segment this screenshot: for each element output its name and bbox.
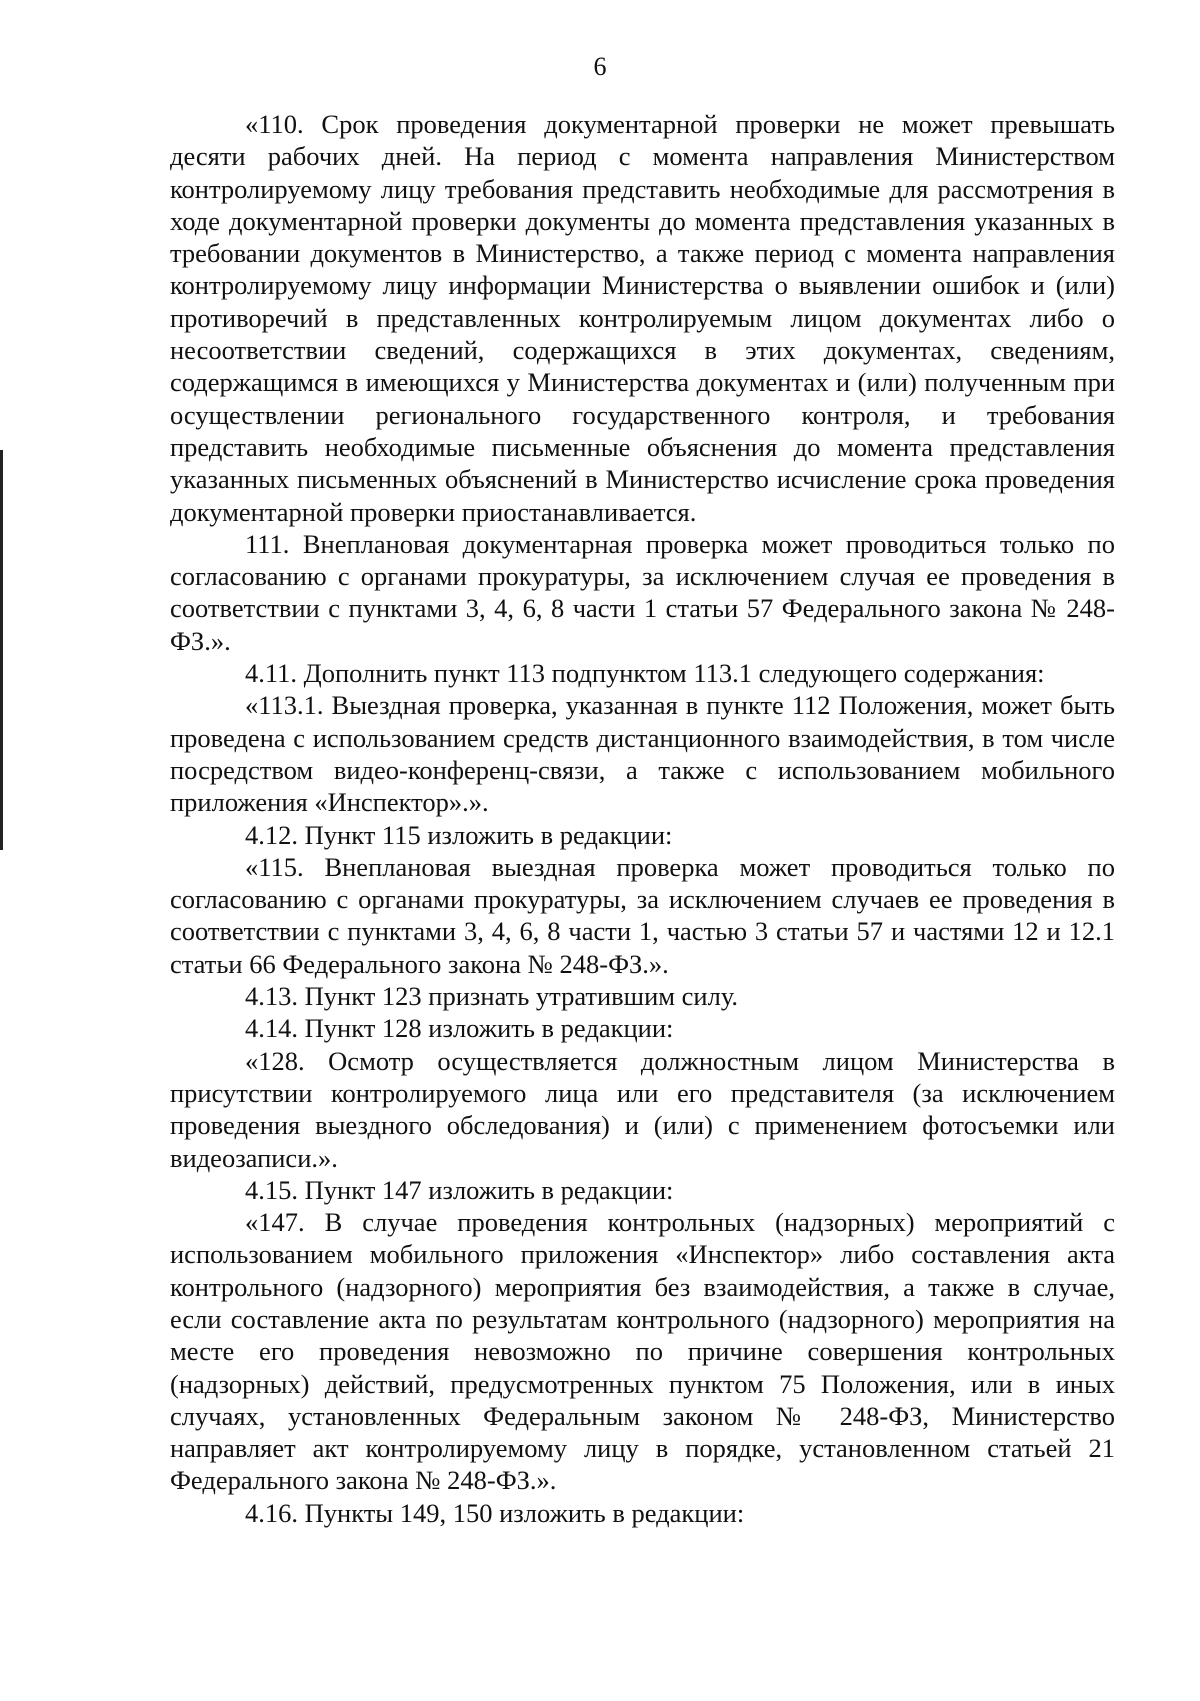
amendment-4-11: 4.11. Дополнить пункт 113 подпунктом 113.1 следующего содержания: (245, 658, 1045, 689)
amendment-4-16: 4.16. Пункты 149, 150 изложить в редакции: (245, 1497, 745, 1528)
paragraph-110: «110. Срок проведения документарной проверки не может превышать десяти рабочих дней. На период с момента направления Министерством контролируемому лицу требования представить необходимые для рассмотрения в ходе документарной проверки документы до момента представления указанных в требовании документов в Министерство, а также период с момента направления контролируемому лицу информации Министерства о выявлении ошибок и (или) противоречий в представленных контролируемым лицом документах либо о несоответствии сведений, содержащихся в этих документах, сведениям, содержащимся в имеющихся у Министерства документах и (или) полученным при осуществлении регионального государственного контроля, и требования представить необходимые письменные объяснения до момента представления указанных письменных объяснений в Министерство исчисление срока проведения документарной проверки приостанавливается. (170, 109, 1115, 527)
amendment-4-12: 4.12. Пункт 115 изложить в редакции: (245, 819, 673, 850)
amendment-4-15: 4.15. Пункт 147 изложить в редакции: (245, 1174, 674, 1205)
amendment-4-13: 4.13. Пункт 123 признать утратившим силу. (245, 981, 739, 1012)
page-number: 6 (593, 52, 607, 81)
paragraph-115: «115. Внеплановая выездная проверка может проводиться только по согласованию с органами прокуратуры, за исключением случаев ее проведения в соответствии с пунктами 3, 4, 6, 8 части 1, частью 3 статьи 57 и частями 12 и 12.1 статьи 66 Федерального закона № 248-ФЗ.». (170, 851, 1115, 979)
paragraph-128: «128. Осмотр осуществляется должностным лицом Министерства в присутствии контролируемого лица или его представителя (за исключением проведения выездного обследования) и (или) с применением фотосъемки или видеозаписи.». (170, 1045, 1115, 1173)
paragraph-111: 111. Внеплановая документарная проверка может проводиться только по согласованию с органами прокуратуры, за исключением случая ее проведения в соответствии с пунктами 3, 4, 6, 8 части 1 статьи 57 Федерального закона № 248-ФЗ.». (170, 528, 1115, 656)
scan-edge-mark (0, 450, 3, 850)
amendment-4-14: 4.14. Пункт 128 изложить в редакции: (245, 1013, 674, 1044)
document-body (170, 108, 1115, 1529)
paragraph-147: «147. В случае проведения контрольных (надзорных) мероприятий с использованием мобильного приложения «Инспектор» либо составления акта контрольного (надзорного) мероприятия без взаимодействия, а также в случае, если составление акта по результатам контрольного (надзорного) мероприятия на месте его проведения невозможно по причине совершения контрольных (надзорных) действий, предусмотренных пунктом 75 Положения, или в иных случаях, установленных Федеральным законом № 248-ФЗ, Министерство направляет акт контролируемому лицу в порядке, установленном статьей 21 Федерального закона № 248-ФЗ.». (170, 1207, 1115, 1496)
paragraph-113-1: «113.1. Выездная проверка, указанная в пункте 112 Положения, может быть проведена с использованием средств дистанционного взаимодействия, в том числе посредством видео-конференц-связи, а также с использованием мобильного приложения «Инспектор».». (170, 690, 1115, 818)
